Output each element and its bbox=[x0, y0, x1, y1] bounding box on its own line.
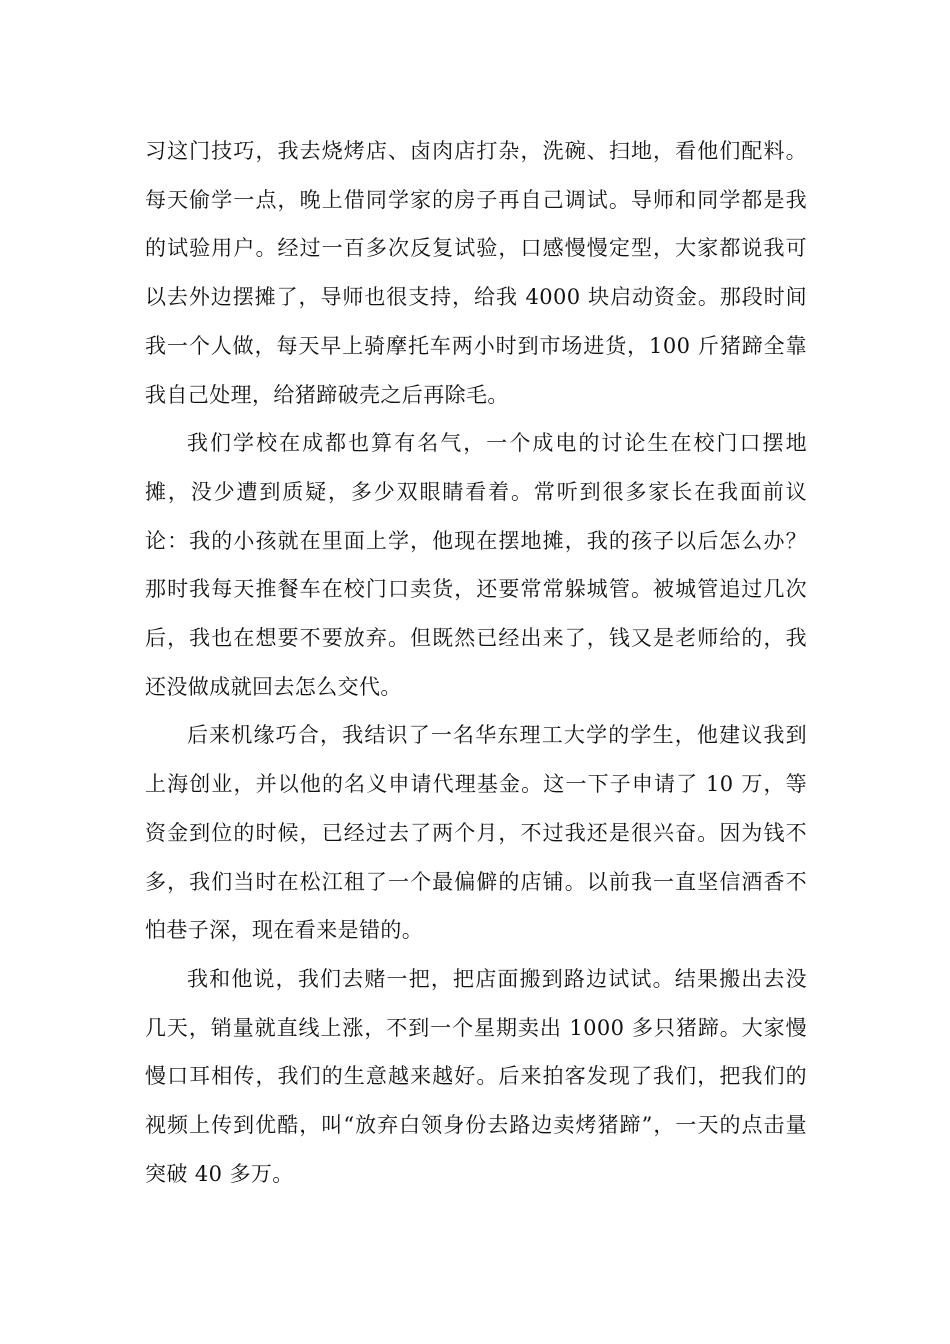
paragraph-4: 我和他说，我们去赌一把，把店面搬到路边试试。结果搬出去没几天，销量就直线上涨，不到一个星期卖出 1000 多只猪蹄。大家慢慢口耳相传，我们的生意越来越好。后来拍客发现了我们，把我们的视频上传到优酷，叫“放弃白领身份去路边卖烤猪蹄”，一天的点击量突破 40 多万。 bbox=[145, 966, 807, 1186]
paragraph-3: 后来机缘巧合，我结识了一名华东理工大学的学生，他建议我到上海创业，并以他的名义申请代理基金。这一下子申请了 10 万，等资金到位的时候，已经过去了两个月，不过我还是很兴奋。因为钱不多，我们当时在松江租了一个最偏僻的店铺。以前我一直坚信酒香不怕巷子深，现在看来是错的。 bbox=[145, 723, 807, 943]
paragraph-2: 我们学校在成都也算有名气，一个成电的讨论生在校门口摆地摊，没少遭到质疑，多少双眼睛看着。常听到很多家长在我面前议论：我的小孩就在里面上学，他现在摆地摊，我的孩子以后怎么办？那时我每天推餐车在校门口卖货，还要常常躲城管。被城管追过几次后，我也在想要不要放弃。但既然已经出来了，钱又是老师给的，我还没做成就回去怎么交代。 bbox=[145, 431, 807, 699]
paragraph-1: 习这门技巧，我去烧烤店、卤肉店打杂，洗碗、扫地，看他们配料。每天偷学一点，晚上借同学家的房子再自己调试。导师和同学都是我的试验用户。经过一百多次反复试验，口感慢慢定型，大家都说我可以去外边摆摊了，导师也很支持，给我 4000 块启动资金。那段时间我一个人做，每天早上骑摩托车两小时到市场进货，100 斤猪蹄全靠我自己处理，给猪蹄破壳之后再除毛。 bbox=[145, 139, 807, 407]
document-body bbox=[145, 127, 807, 1198]
